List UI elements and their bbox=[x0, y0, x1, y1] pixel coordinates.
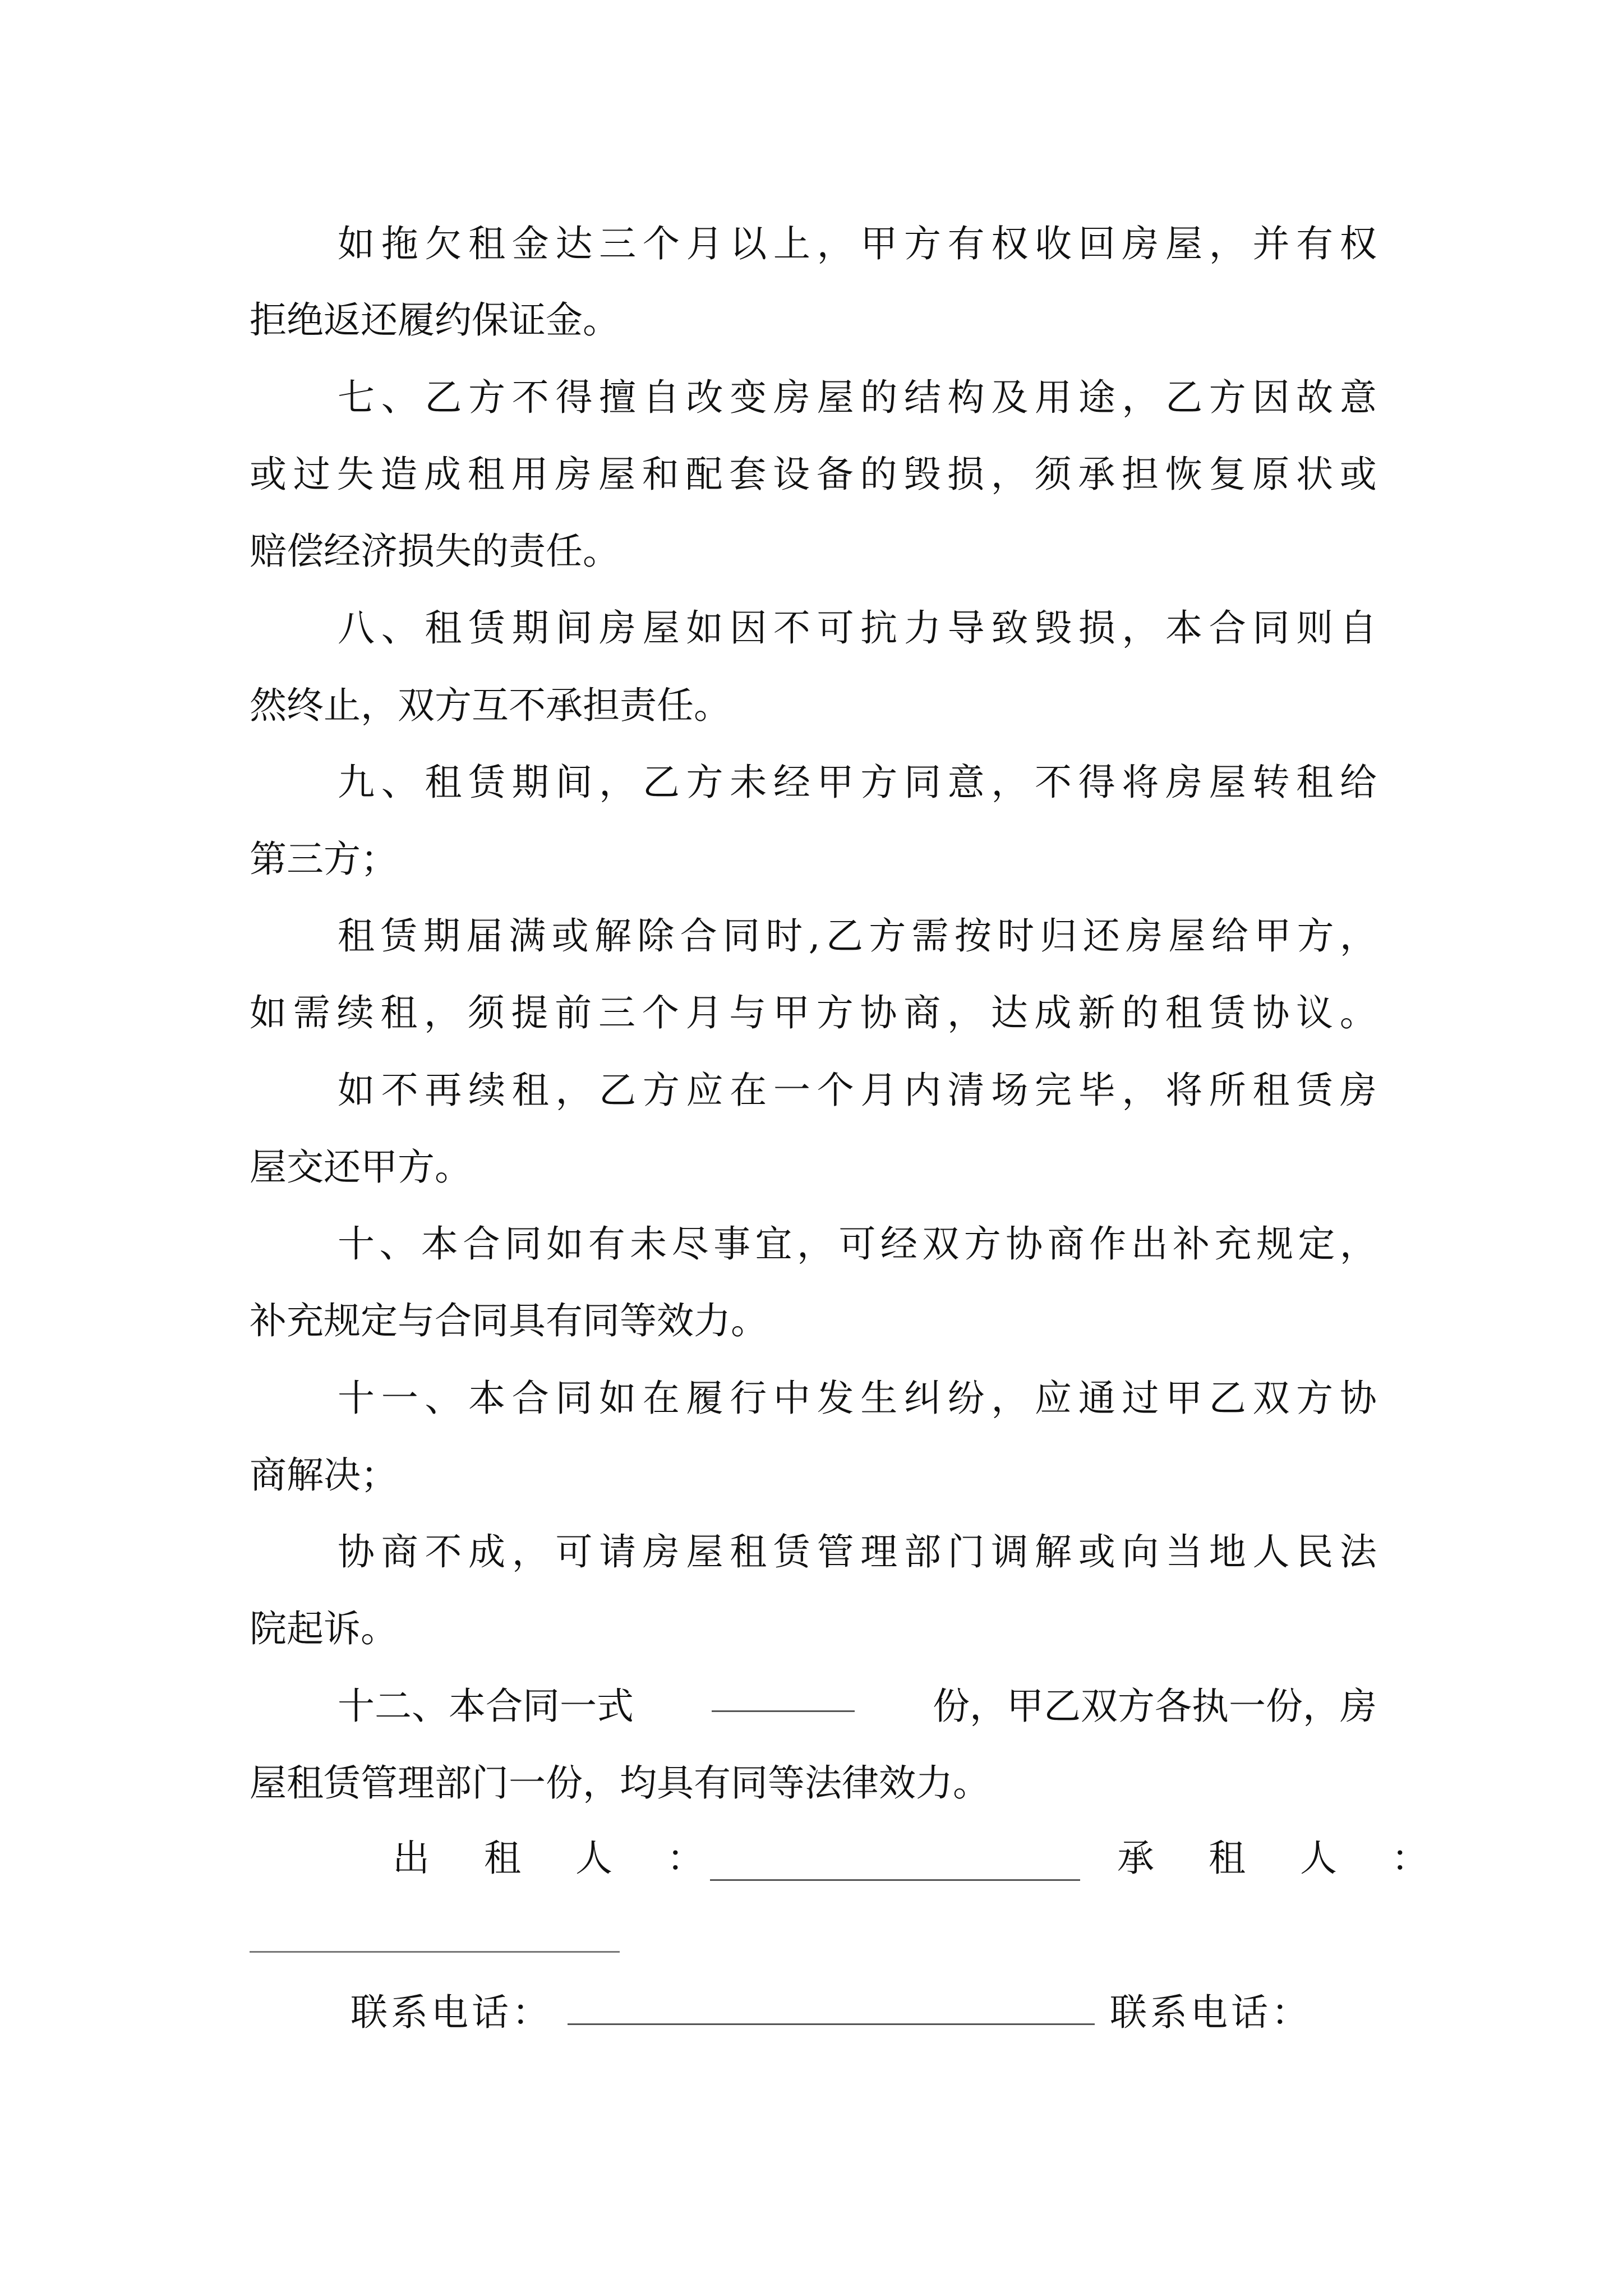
signature-row bbox=[393, 1828, 1492, 1889]
term-expiry-line-1: 租 赁 期 届 满 或 解 除 合 同 时 , 乙 方 需 按 时 归 还 房 屋 给 甲 方 ， bbox=[338, 914, 1377, 958]
dispute-line-1: 协 商 不 成 ， 可 请 房 屋 租 赁 管 理 部 门 调 解 或 向 当 地 人 民 法 bbox=[338, 1530, 1377, 1573]
clause-8-line-2: 然终止，双方互不承担责任。 bbox=[250, 684, 731, 727]
phone-label-lessor: 联系电话： bbox=[351, 1991, 552, 2034]
clause-11-line-1: 十 一 、 本 合 同 如 在 履 行 中 发 生 纠 纷 ， 应 通 过 甲 乙 双 方 协 bbox=[338, 1377, 1377, 1420]
copies-blank[interactable] bbox=[712, 1676, 855, 1712]
dispute-line-2: 院起诉。 bbox=[250, 1607, 398, 1650]
clause-12-line-1 bbox=[338, 1676, 1377, 1737]
clause-8-line-1: 八 、 租 赁 期 间 房 屋 如 因 不 可 抗 力 导 致 毁 损 ， 本 合 同 则 自 bbox=[338, 606, 1377, 650]
lessee-label: 承 租 人 ： bbox=[1117, 1837, 1450, 1880]
para-line-2: 拒绝返还履约保证金。 bbox=[250, 298, 620, 342]
clause-11-line-2: 商解决； bbox=[250, 1453, 398, 1497]
clause-9-line-1: 九 、 租 赁 期 间 ， 乙 方 未 经 甲 方 同 意 ， 不 得 将 房 屋 转 租 给 bbox=[338, 761, 1377, 804]
copies-prefix: 十二、本合同一式 bbox=[338, 1685, 634, 1728]
para-line-1: 如 拖 欠 租 金 达 三 个 月 以 上 ， 甲 方 有 权 收 回 房 屋 ， 并 有 权 bbox=[338, 222, 1377, 265]
clause-7-line-2: 或 过 失 造 成 租 用 房 屋 和 配 套 设 备 的 毁 损 ， 须 承 担 恢 复 原 状 或 bbox=[250, 453, 1377, 496]
clause-10-line-1: 十 、 本 合 同 如 有 未 尽 事 宜 ， 可 经 双 方 协 商 作 出 补 充 规 定 ， bbox=[338, 1222, 1377, 1266]
lessor-blank[interactable] bbox=[710, 1844, 1080, 1881]
clause-9-line-2: 第三方； bbox=[250, 838, 398, 881]
clause-7-line-3: 赔偿经济损失的责任。 bbox=[250, 530, 620, 573]
clause-7-line-1: 七 、 乙 方 不 得 擅 自 改 变 房 屋 的 结 构 及 用 途 ， 乙 方 因 故 意 bbox=[338, 376, 1377, 419]
term-expiry-line-2: 如 需 续 租 ， 须 提 前 三 个 月 与 甲 方 协 商 ， 达 成 新 的 租 赁 协 议 。 bbox=[250, 991, 1377, 1034]
phone-row bbox=[351, 1982, 1312, 2044]
clause-10-line-2: 补充规定与合同具有同等效力。 bbox=[250, 1299, 768, 1342]
lessor-label: 出 租 人 ： bbox=[393, 1837, 725, 1880]
phone-blank-lessor[interactable] bbox=[568, 1989, 1095, 2025]
copies-suffix: 份，甲乙双方各执一份，房 bbox=[933, 1685, 1377, 1728]
phone-label-lessee: 联系电话： bbox=[1109, 1991, 1312, 2034]
clause-12-line-2: 屋租赁管理部门一份，均具有同等法律效力。 bbox=[250, 1761, 990, 1805]
no-renewal-line-2: 屋交还甲方。 bbox=[250, 1145, 472, 1189]
no-renewal-line-1: 如 不 再 续 租 ， 乙 方 应 在 一 个 月 内 清 场 完 毕 ， 将 所 租 赁 房 bbox=[338, 1069, 1377, 1112]
lessee-blank[interactable] bbox=[250, 1951, 620, 1953]
